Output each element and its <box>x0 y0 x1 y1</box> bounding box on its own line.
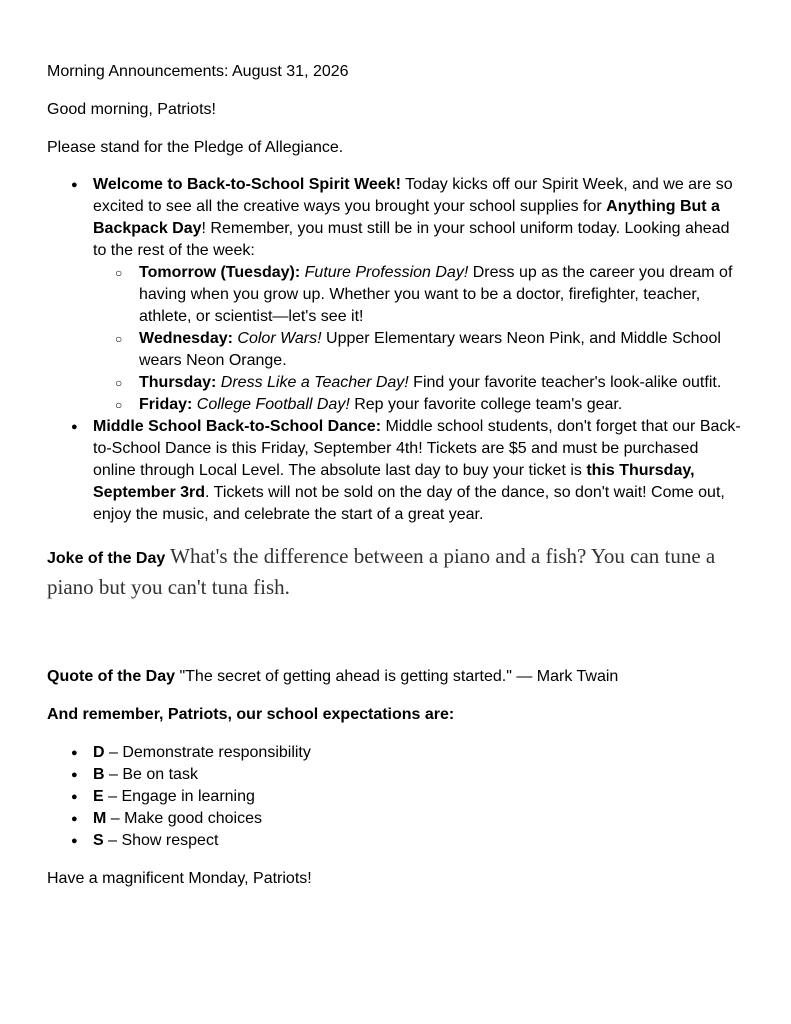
day-label: Tomorrow (Tuesday): <box>139 264 301 281</box>
expectation-letter: B <box>93 766 105 783</box>
list-item-friday <box>93 394 744 416</box>
expectation-letter: D <box>93 744 105 761</box>
dance-heading: Middle School Back-to-School Dance: <box>93 418 382 435</box>
spirit-days-list <box>93 262 744 416</box>
expectation-text: – Demonstrate responsibility <box>104 744 311 761</box>
list-item-wednesday <box>93 328 744 372</box>
closing-text: Have a magnificent Monday, Patriots! <box>47 870 312 887</box>
list-item-dance <box>47 416 744 526</box>
expectations-list <box>47 742 744 852</box>
day-label: Wednesday: <box>139 330 233 347</box>
spirit-week-heading: Welcome to Back-to-School Spirit Week! <box>93 176 401 193</box>
quote-label: Quote of the Day <box>47 668 176 685</box>
day-theme: College Football Day! <box>196 396 350 413</box>
day-theme: Future Profession Day! <box>304 264 469 281</box>
quote-of-the-day <box>47 666 744 688</box>
joke-label: Joke of the Day <box>47 550 166 567</box>
expectation-text: – Be on task <box>104 766 198 783</box>
expectations-intro <box>47 704 744 726</box>
dance-text-2: . Tickets will not be sold on the day of the dance, so don't wait! Come out, enjoy the music, and celebrate the start of a great year. <box>93 484 725 523</box>
pledge-text: Please stand for the Pledge of Allegiance. <box>47 139 344 156</box>
expectation-text: – Make good choices <box>106 810 262 827</box>
list-item <box>47 764 744 786</box>
day-desc: Find your favorite teacher's look-alike outfit. <box>408 374 722 391</box>
list-item <box>47 786 744 808</box>
spirit-week-text: Today kicks off our Spirit Week, and we are so excited to see all the creative ways you brought your school supplies for <box>93 176 733 215</box>
dance-bold-date: this Thursday, September 3rd <box>93 462 695 501</box>
day-theme: Dress Like a Teacher Day! <box>220 374 409 391</box>
list-item-thursday <box>93 372 744 394</box>
list-item <box>47 742 744 764</box>
day-desc: Upper Elementary wears Neon Pink, and Middle School wears Neon Orange. <box>139 330 721 369</box>
page-title: Morning Announcements: August 31, 2026 <box>47 63 349 80</box>
expectation-letter: M <box>93 810 107 827</box>
announcement-list <box>47 174 744 526</box>
spirit-week-text-2: ! Remember, you must still be in your school uniform today. Looking ahead to the rest of the week: <box>93 220 730 259</box>
expectation-text: – Engage in learning <box>103 788 255 805</box>
day-label: Friday: <box>139 396 193 413</box>
expectations-intro-text: And remember, Patriots, our school expectations are: <box>47 706 455 723</box>
joke-of-the-day <box>47 542 744 604</box>
dance-text: Middle school students, don't forget that our Back-to-School Dance is this Friday, September 4th! Tickets are $5 and must be purchased online through Local Level. The absolute last day to buy your ticket is <box>93 418 741 479</box>
spirit-week-bold-day: Anything But a Backpack Day <box>93 198 720 237</box>
joke-text: What's the difference between a piano and a fish? You can tune a piano but you can't tuna fish. <box>47 544 716 599</box>
quote-text: "The secret of getting ahead is getting started." — Mark Twain <box>175 668 619 685</box>
expectation-text: – Show respect <box>103 832 219 849</box>
greeting: Good morning, Patriots! <box>47 101 216 118</box>
list-item <box>47 830 744 852</box>
day-label: Thursday: <box>139 374 217 391</box>
expectation-letter: E <box>93 788 104 805</box>
day-theme: Color Wars! <box>237 330 322 347</box>
day-desc: Dress up as the career you dream of having when you grow up. Whether you want to be a doctor, firefighter, teacher, athlete, or scientist—let's see it! <box>139 264 733 325</box>
expectation-letter: S <box>93 832 104 849</box>
list-item-tuesday <box>93 262 744 328</box>
day-desc: Rep your favorite college team's gear. <box>349 396 623 413</box>
list-item <box>47 808 744 830</box>
list-item-spirit-week <box>47 174 744 416</box>
